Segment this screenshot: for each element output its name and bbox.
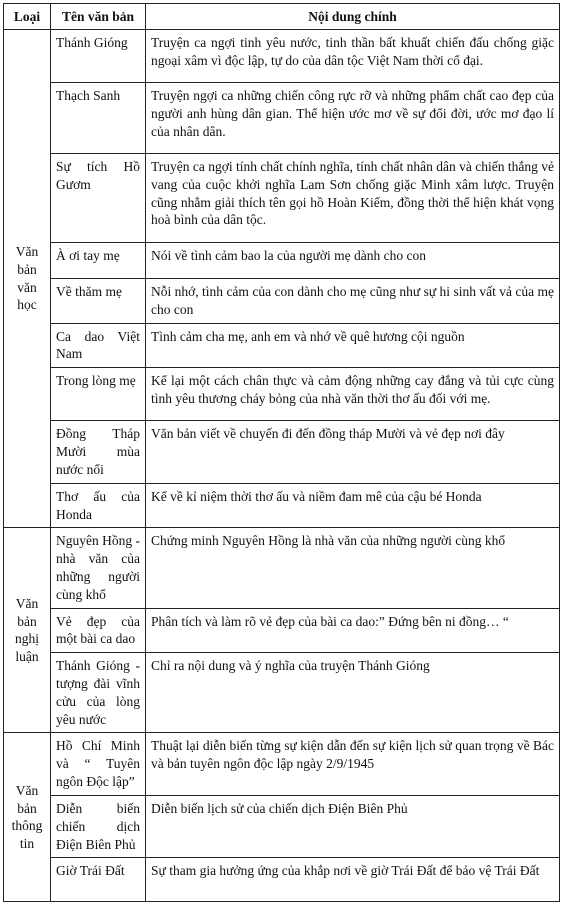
- text-title: Nguyên Hồng - nhà văn của những người cùng khổ: [51, 528, 146, 608]
- header-type: Loại: [4, 4, 51, 30]
- text-summary: Nỗi nhớ, tình cảm của con dành cho mẹ cũng như sự hi sinh vất vả của mẹ cho con: [146, 279, 560, 324]
- text-summary: Thuật lại diễn biến từng sự kiện dẫn đến sự kiện lịch sử quan trọng về Bác và bản tuyên ngôn độc lập ngày 2/9/1945: [146, 733, 560, 795]
- table-row: [4, 279, 560, 324]
- table-row: [4, 243, 560, 279]
- text-title: Sự tích Hồ Gươm: [51, 154, 146, 243]
- table-row: [4, 858, 560, 902]
- table-row: [4, 368, 560, 421]
- text-title: Ca dao Việt Nam: [51, 323, 146, 368]
- text-title: Thạch Sanh: [51, 83, 146, 154]
- table-row: [4, 483, 560, 528]
- text-title: Giờ Trái Đất: [51, 858, 146, 902]
- header-content: Nội dung chính: [146, 4, 560, 30]
- table-row: [4, 653, 560, 733]
- text-summary: Diễn biến lịch sử của chiến dịch Điện Biên Phủ: [146, 795, 560, 857]
- table-row: [4, 323, 560, 368]
- text-summary: Chỉ ra nội dung và ý nghĩa của truyện Thánh Gióng: [146, 653, 560, 733]
- table-row: [4, 528, 560, 608]
- header-row: [4, 4, 560, 30]
- table-row: [4, 608, 560, 653]
- table-row: [4, 733, 560, 795]
- text-title: Diễn biến chiến dịch Điện Biên Phủ: [51, 795, 146, 857]
- category-cell: Văn bản văn học: [4, 30, 51, 528]
- text-summary: Kể lại một cách chân thực và cảm động những cay đắng và tủi cực cùng tình yêu thương cháy bỏng của nhà văn thời thơ ấu đối với mẹ.: [146, 368, 560, 421]
- text-title: Hồ Chí Minh và “ Tuyên ngôn Độc lập”: [51, 733, 146, 795]
- text-summary: Chứng minh Nguyên Hồng là nhà văn của những người cùng khổ: [146, 528, 560, 608]
- text-summary: Tình cảm cha mẹ, anh em và nhớ về quê hương cội nguồn: [146, 323, 560, 368]
- text-summary: Sự tham gia hưởng ứng của khắp nơi về giờ Trái Đất để bảo vệ Trái Đất: [146, 858, 560, 902]
- text-summary: Truyện ca ngợi tinh yêu nước, tinh thần bất khuất chiến đấu chống giặc ngoại xâm vì độc lập, tự do của dân tộc Việt Nam thời cổ đại.: [146, 30, 560, 83]
- literature-summary-table: [3, 3, 560, 902]
- table-row: [4, 30, 560, 83]
- text-title: Thơ ấu của Honda: [51, 483, 146, 528]
- text-title: Thánh Gióng - tượng đài vĩnh cửu của lòng yêu nước: [51, 653, 146, 733]
- table-row: [4, 83, 560, 154]
- text-title: Trong lòng mẹ: [51, 368, 146, 421]
- text-summary: Văn bản viết về chuyến đi đến đồng tháp Mười và vẻ đẹp nơi đây: [146, 421, 560, 483]
- table-row: [4, 421, 560, 483]
- text-title: À ơi tay mẹ: [51, 243, 146, 279]
- category-cell: Văn bản nghị luận: [4, 528, 51, 733]
- header-title: Tên văn bản: [51, 4, 146, 30]
- text-summary: Kể về kỉ niệm thời thơ ấu và niềm đam mê của cậu bé Honda: [146, 483, 560, 528]
- table-row: [4, 154, 560, 243]
- text-summary: Truyện ngợi ca những chiến công rực rỡ và những phẩm chất cao đẹp của người anh hùng dân gian. Thể hiện ước mơ về sự đổi đời, ước mơ đạo lí của nhân dân.: [146, 83, 560, 154]
- text-title: Về thăm mẹ: [51, 279, 146, 324]
- text-summary: Nói về tình cảm bao la của người mẹ dành cho con: [146, 243, 560, 279]
- text-summary: Phân tích và làm rõ vẻ đẹp của bài ca dao:” Đứng bên ni đồng… “: [146, 608, 560, 653]
- text-summary: Truyện ca ngợi tính chất chính nghĩa, tính chất nhân dân và chiến thắng vẻ vang của cuộc khởi nghĩa Lam Sơn chống giặc Minh xâm lược. Truyện cũng nhằm giải thích tên gọi hồ Hoàn Kiếm, đồng thời thể hiện khát vọng hoà bình của dân tộc.: [146, 154, 560, 243]
- text-title: Đồng Tháp Mười mùa nước nổi: [51, 421, 146, 483]
- text-title: Vẻ đẹp của một bài ca dao: [51, 608, 146, 653]
- text-title: Thánh Gióng: [51, 30, 146, 83]
- table-row: [4, 795, 560, 857]
- category-cell: Văn bản thông tin: [4, 733, 51, 902]
